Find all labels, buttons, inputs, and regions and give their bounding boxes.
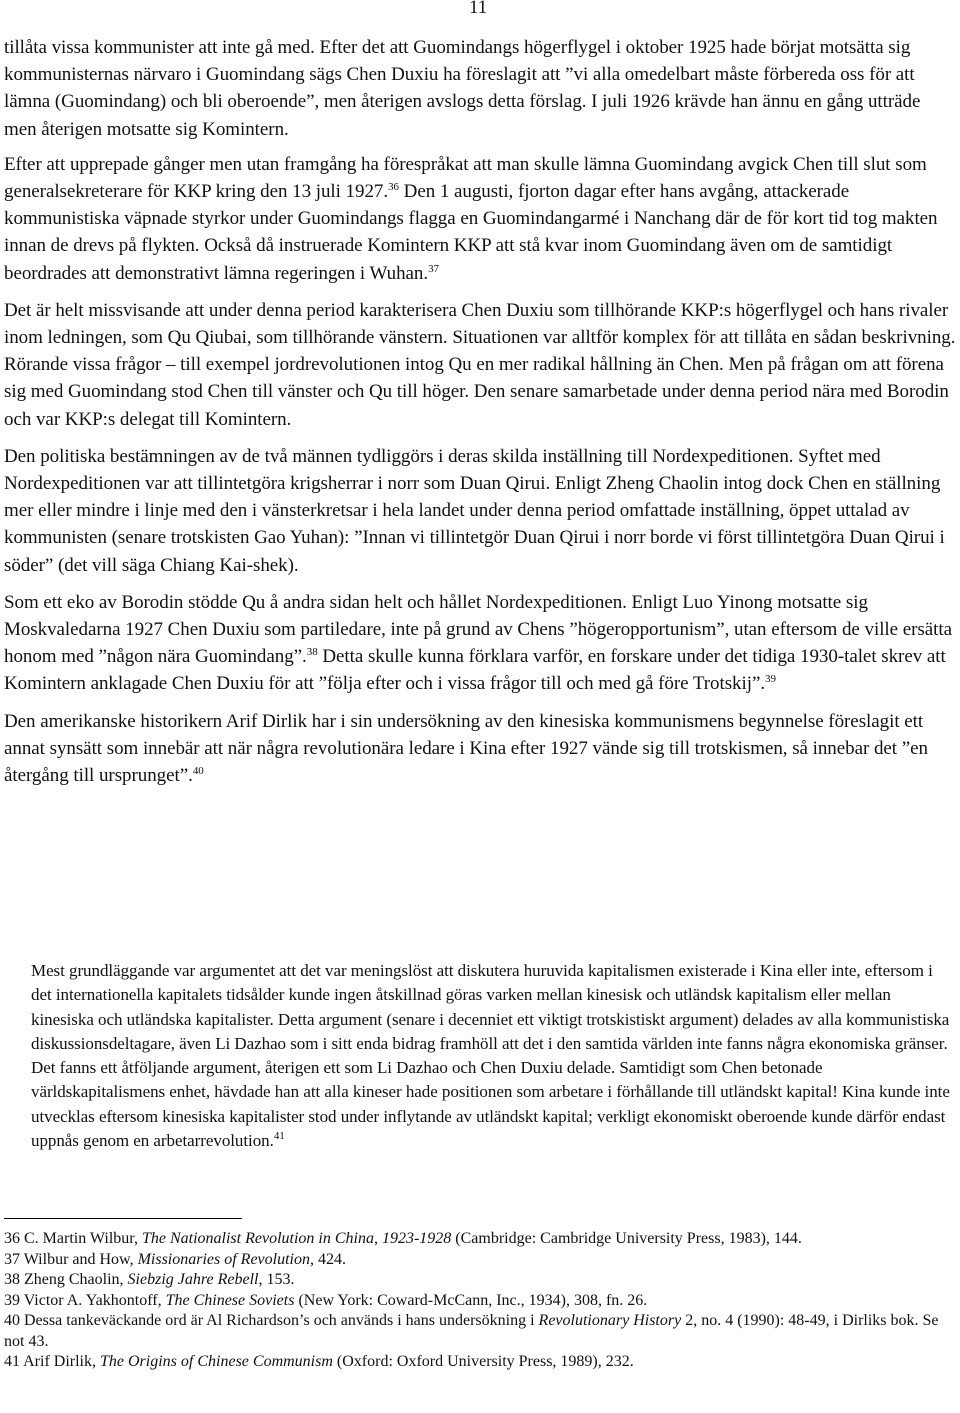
footnote-ref: 39 bbox=[765, 673, 776, 686]
text-run: 2, no. 4 (1990): 48-49, i Dirliks bok. Se not 43. bbox=[4, 1312, 939, 1350]
footnote bbox=[4, 1291, 956, 1312]
text-run: Som ett eko av Borodin stödde Qu å andra sidan helt och hållet Nordexpeditionen. Enligt Luo Yinong motsatte sig Moskvaledarna 1927 Chen Duxiu som partiledare, inte på grund av Chens ”högeropportunism”, utan eftersom de ville ersätta honom med ”någon nära Guomindang”. bbox=[4, 591, 952, 668]
text-run: Efter att upprepade gånger men utan framgång ha förespråkat att man skulle lämna Guomindang avgick Chen till slut som generalsekreterare för KKP kring den 13 juli 1927. bbox=[4, 153, 927, 203]
work-title: Missionaries of Revolution bbox=[137, 1250, 310, 1268]
text-run: Den politiska bestämningen av de två männen tydliggörs i deras skilda inställning till Nordexpeditionen. Syftet med Nordexpeditionen var att tillintetgöra krigsherrar i norr som Duan Qirui. Enligt Zheng Chaolin intog dock Chen en ställning mer eller mindre i linje med den i vänsterkretsar i hela landet under denna period omfattade inställning, öppet uttalad av kommunisten (senare trotskisten Gao Yuhan): ”Innan vi tillintetgör Duan Qirui i norr borde vi först tillintetgöra Duan Qirui i söder” (det vill säga Chiang Kai-shek). bbox=[4, 445, 945, 576]
paragraph bbox=[4, 708, 956, 790]
text-run: Detta skulle kunna förklara varför, en forskare under det tidiga 1930-talet skrev att Komintern anklagade Chen Duxiu för att ”följa efter och i vissa frågor till och med gå före Trotskij”. bbox=[4, 646, 946, 695]
text-run: 37 Wilbur and How, bbox=[4, 1250, 138, 1268]
paragraph bbox=[4, 589, 956, 698]
footnote bbox=[4, 1229, 956, 1250]
text-run: (Oxford: Oxford University Press, 1989), 232. bbox=[332, 1353, 634, 1370]
footnote bbox=[4, 1352, 956, 1373]
text-run: (New York: Coward-McCann, Inc., 1934), 308, fn. 26. bbox=[294, 1291, 648, 1309]
text-run: Mest grundläggande var argumentet att det var meningslöst att diskutera huruvida kapitalismen existerade i Kina eller inte, eftersom i det internationella kapitalets tidsålder kunde ingen åtskillnad göras varken mellan kinesisk och utländsk kapitalism eller mellan kinesiska och utländska kapitalister. Detta argument (senare i decenniet ett viktigt trotskistiskt argument) delades av alla kommunistiska diskussionsdeltagare, även Li Dazhao som i sitt enda bidrag framhöll att det i den samtida världen inte fanns några ekonomiska gränser. Det fanns ett åtföljande argument, återigen ett som Li Dazhao och Chen Duxiu delade. Samtidigt som Chen betonade världskapitalismens enhet, hävdade han att alla kineser hade positionen som arbetare i förhållande till utländskt kapital! Kina kunde inte utvecklas eftersom kinesiska kapitalister stod under inflytande av utländskt kapital; verkligt ekonomiskt oberoende kunde därför endast uppnås genom en arbetarrevolution. bbox=[31, 961, 950, 1151]
paragraph bbox=[4, 297, 956, 433]
text-run: 39 Victor A. Yakhontoff, bbox=[4, 1291, 166, 1309]
footnote bbox=[4, 1250, 956, 1271]
block-quote bbox=[31, 959, 953, 1153]
footnotes bbox=[4, 1229, 956, 1373]
text-run: , 424. bbox=[310, 1250, 346, 1268]
body-text bbox=[4, 34, 956, 799]
text-run: Den 1 augusti, fjorton dagar efter hans avgång, attackerade kommunistiska väpnade styrkor under Guomindangs flagga en Guomindangarmé i Nanchang där de för kort tid tog makten innan de drevs på flykten. Också då instruerade Komintern KKP att stå kvar inom Guomindang även om de samtidigt beordrades att demonstrativt lämna regeringen i Wuhan. bbox=[4, 181, 938, 284]
text-run: 36 C. Martin Wilbur, bbox=[4, 1230, 142, 1247]
footnote-ref: 40 bbox=[192, 765, 204, 778]
work-title: Siebzig Jahre Rebell bbox=[127, 1271, 259, 1288]
page-number: 11 bbox=[469, 0, 488, 18]
work-title: The Chinese Soviets bbox=[165, 1291, 295, 1309]
text-run: Den amerikanske historikern Arif Dirlik har i sin undersökning av den kinesiska kommunismens begynnelse föreslagit ett annat synsätt som innebär att när några revolutionära ledare i Kina efter 1927 vände sig till trotskismen, så innebar det ”en återgång till ursprunget”. bbox=[4, 710, 928, 787]
paragraph bbox=[4, 151, 956, 287]
paragraph bbox=[4, 443, 956, 579]
footnote-ref: 38 bbox=[306, 646, 318, 659]
text-run: 38 Zheng Chaolin, bbox=[4, 1271, 128, 1288]
work-title: The Origins of Chinese Communism bbox=[100, 1353, 333, 1370]
work-title: Revolutionary History bbox=[538, 1312, 682, 1329]
text-run: 41 Arif Dirlik, bbox=[4, 1353, 100, 1370]
footnote-divider bbox=[4, 1218, 242, 1219]
footnote bbox=[4, 1270, 956, 1291]
text-run: 40 Dessa tankeväckande ord är Al Richardson’s och används i hans undersökning i bbox=[4, 1312, 539, 1329]
footnote-ref: 37 bbox=[428, 262, 439, 275]
text-run: tillåta vissa kommunister att inte gå med. Efter det att Guomindangs högerflygel i oktober 1925 hade börjat motsätta sig kommunisternas närvaro i Guomindang sägs Chen Duxiu ha föreslagit att ”vi alla omedelbart måste förbereda oss för att lämna (Guomindang) och bli oberoende”, men återigen avslogs detta förslag. I juli 1926 krävde han ännu en gång utträde men återigen motsatte sig Komintern. bbox=[4, 37, 921, 140]
footnote-ref: 41 bbox=[273, 1130, 285, 1143]
text-run: (Cambridge: Cambridge University Press, 1983), 144. bbox=[451, 1230, 802, 1247]
footnote-ref: 36 bbox=[388, 181, 399, 194]
work-title: The Nationalist Revolution in China, 1923-1928 bbox=[141, 1230, 452, 1247]
text-run: Det är helt missvisande att under denna period karakterisera Chen Duxiu som tillhörande KKP:s högerflygel och hans rivaler inom ledningen, som Qu Qiubai, som tillhörande vänstern. Situationen var alltför komplex för att tillåta en sådan beskrivning. Rörande vissa frågor – till exempel jordrevolutionen intog Qu en mer radikal hållning än Chen. Men på frågan om att förena sig med Guomindang stod Chen till vänster och Qu till höger. Den senare samarbetade under denna period nära med Borodin och var KKP:s delegat till Komintern. bbox=[4, 299, 956, 430]
paragraph bbox=[4, 34, 956, 143]
text-run: , 153. bbox=[258, 1271, 295, 1288]
footnote bbox=[4, 1311, 956, 1352]
